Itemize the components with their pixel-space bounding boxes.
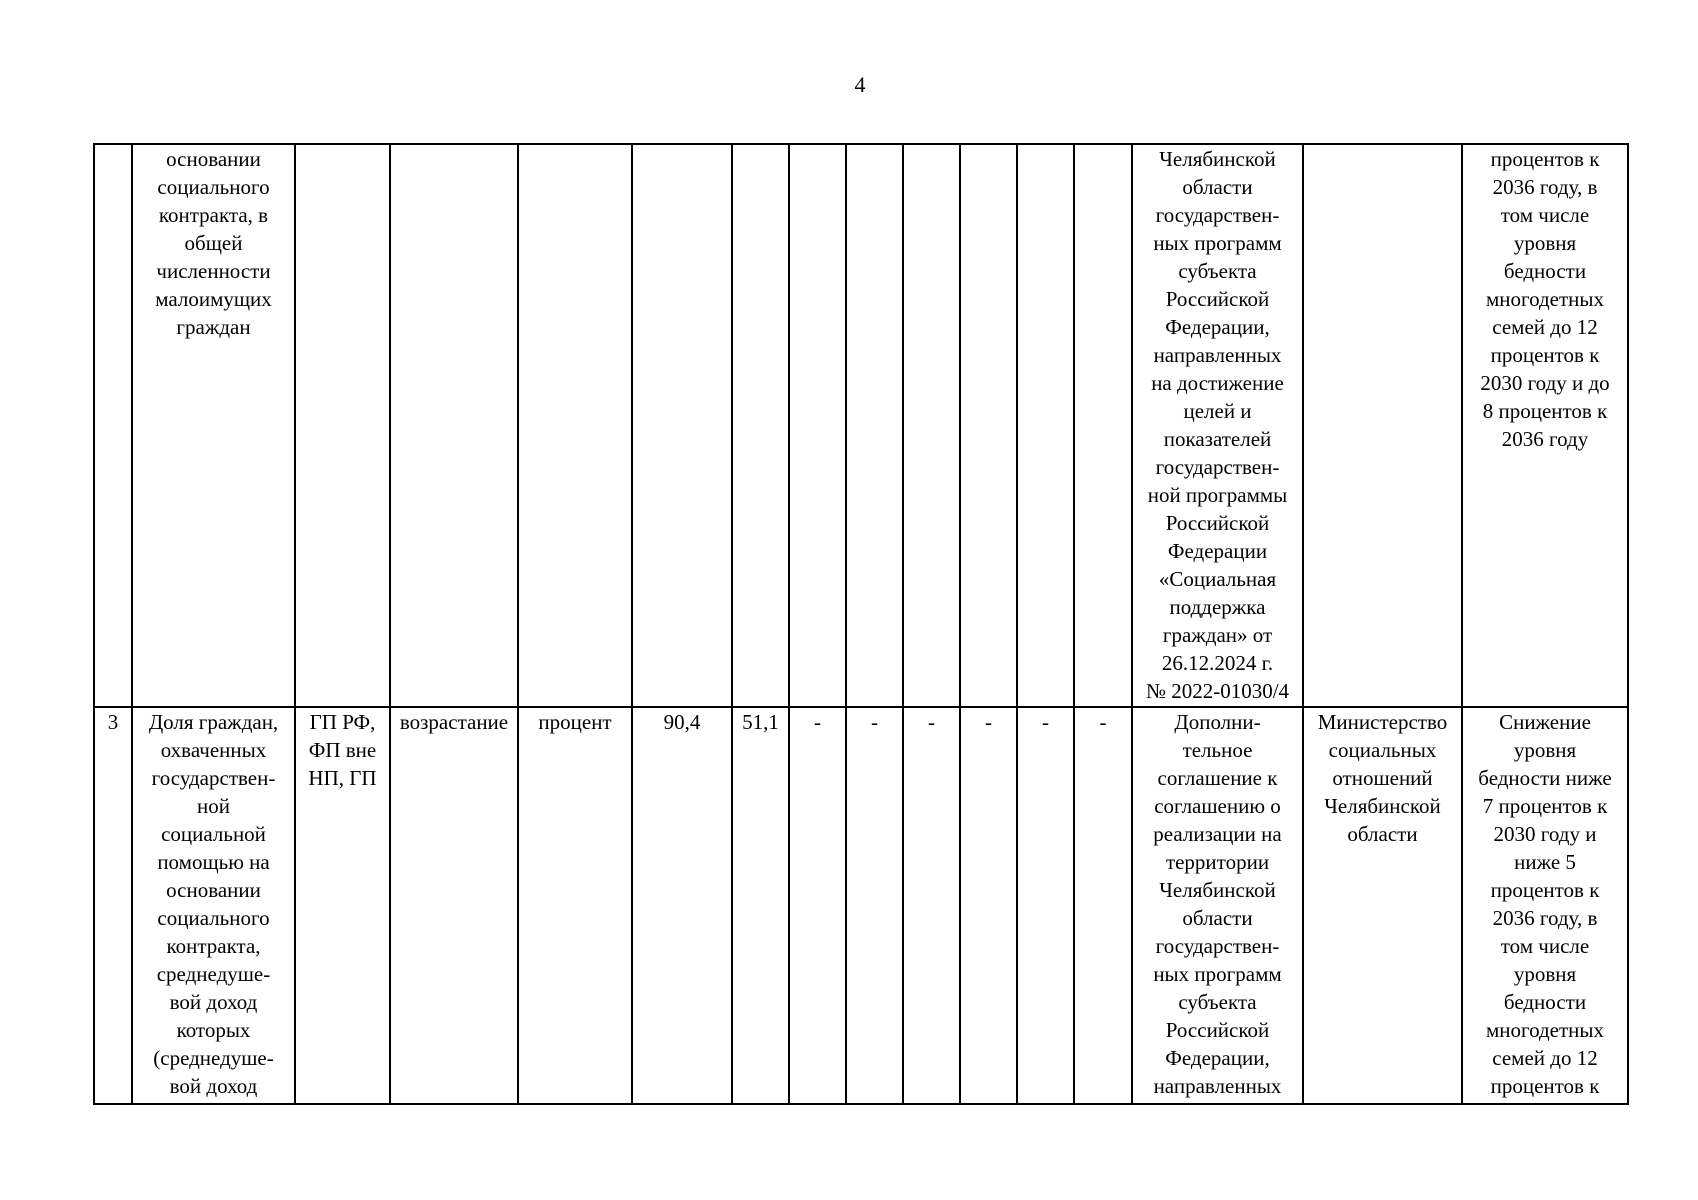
value-cell: 51,1	[732, 707, 789, 1104]
year-value-cell	[789, 144, 846, 707]
year-value-cell	[1074, 144, 1132, 707]
year-value-cell: -	[960, 707, 1017, 1104]
trend-cell: возрастание	[390, 707, 518, 1104]
unit-cell: процент	[518, 707, 632, 1104]
year-value-cell: -	[846, 707, 903, 1104]
table-row	[94, 707, 1628, 1104]
year-value-cell: -	[903, 707, 960, 1104]
source-cell	[295, 144, 390, 707]
unit-cell	[518, 144, 632, 707]
year-value-cell	[846, 144, 903, 707]
goal-cell: Снижение уровня бедности ниже 7 процентов к 2030 году и ниже 5 процентов к 2036 году, в том числе уровня бедности многодетных семей до 12 процентов к	[1462, 707, 1628, 1104]
responsible-cell: Министерство социальных отношений Челябинской области	[1303, 707, 1462, 1104]
base-value-cell	[632, 144, 732, 707]
page-number: 4	[854, 72, 866, 97]
row-number-cell	[94, 144, 132, 707]
source-cell: ГП РФ, ФП вне НП, ГП	[295, 707, 390, 1104]
row-number-cell: 3	[94, 707, 132, 1104]
document-cell: Дополни- тельное соглашение к соглашению о реализации на территории Челябинской области государствен- ных программ субъекта Российской Федерации, направленных	[1132, 707, 1303, 1104]
year-value-cell	[903, 144, 960, 707]
indicator-name-cell: основании социального контракта, в общей численности малоимущих граждан	[132, 144, 295, 707]
base-value-cell: 90,4	[632, 707, 732, 1104]
year-value-cell: -	[789, 707, 846, 1104]
document-cell: Челябинской области государствен- ных программ субъекта Российской Федерации, направленных на достижение целей и показателей государствен- ной программы Российской Федерации «Социальная поддержка граждан» от 26.12.2024 г. № 2022-01030/4	[1132, 144, 1303, 707]
year-value-cell: -	[1017, 707, 1074, 1104]
table-row	[94, 144, 1628, 707]
year-value-cell: -	[1074, 707, 1132, 1104]
indicator-name-cell: Доля граждан, охваченных государствен- ной социальной помощью на основании социального контракта, среднедуше- вой доход которых (среднедуше- вой доход	[132, 707, 295, 1104]
indicators-table	[93, 143, 1629, 1105]
responsible-cell	[1303, 144, 1462, 707]
value-cell	[732, 144, 789, 707]
year-value-cell	[960, 144, 1017, 707]
goal-cell: процентов к 2036 году, в том числе уровня бедности многодетных семей до 12 процентов к 2030 году и до 8 процентов к 2036 году	[1462, 144, 1628, 707]
year-value-cell	[1017, 144, 1074, 707]
trend-cell	[390, 144, 518, 707]
